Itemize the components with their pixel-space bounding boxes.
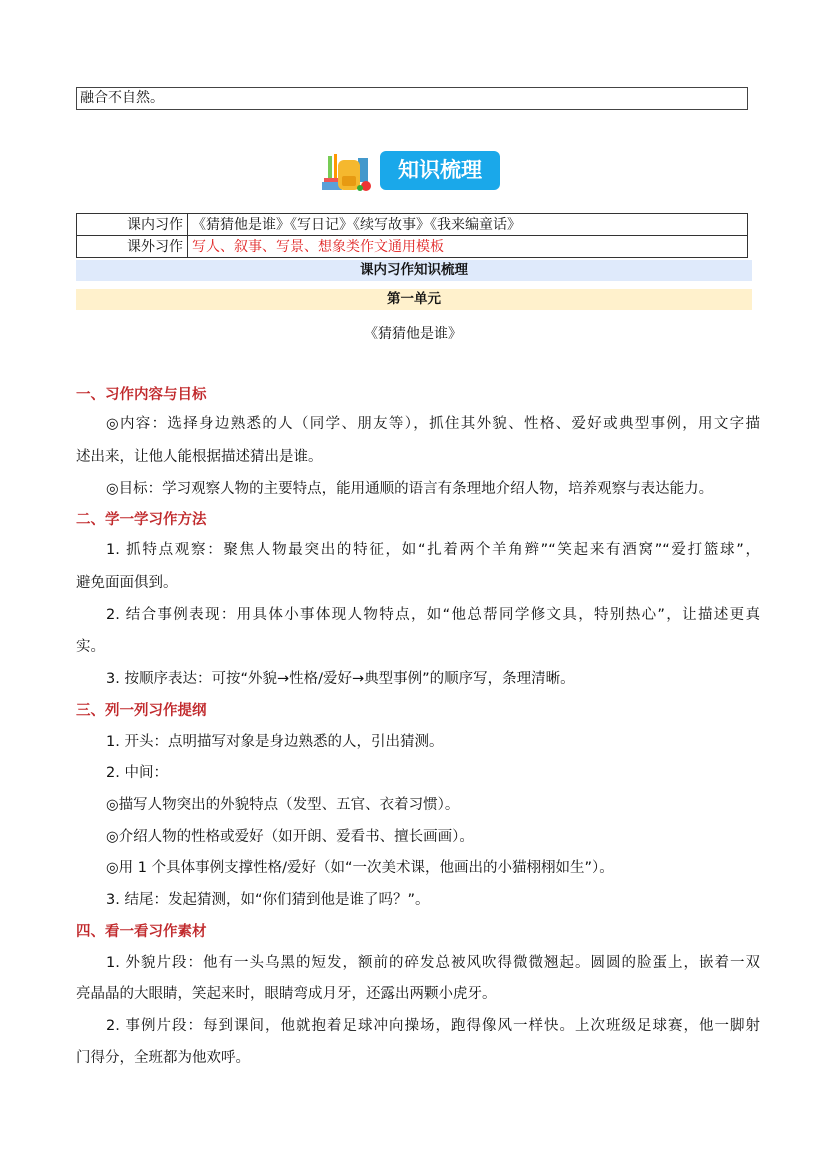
- section-heading: 三、列一列习作提纲: [76, 703, 207, 719]
- row-label: 课内习作: [77, 214, 188, 236]
- writing-table: [76, 213, 748, 258]
- paragraph-line: 3. 按顺序表达：可按“外貌→性格/爱好→典型事例”的顺序写，条理清晰。: [106, 671, 575, 687]
- paragraph-line: 3. 结尾：发起猜测，如“你们猜到他是谁了吗？”。: [106, 892, 430, 908]
- paragraph-line: 1. 抓特点观察：聚焦人物最突出的特征，如“扎着两个羊角辫”“笑起来有酒窝”“爱打篮球”，: [106, 542, 760, 558]
- paragraph-line: 1. 开头：点明描写对象是身边熟悉的人，引出猜测。: [106, 734, 444, 750]
- paragraph-line: 亮晶晶的大眼睛，笑起来时，眼睛弯成月牙，还露出两颗小虎牙。: [76, 986, 497, 1002]
- previous-table-cell: [76, 87, 748, 110]
- row-label: 课外习作: [77, 236, 188, 258]
- paragraph-line: ◎介绍人物的性格或爱好（如开朗、爱看书、擅长画画）。: [106, 829, 474, 845]
- section-heading: 二、学一学习作方法: [76, 512, 207, 528]
- paragraph-line: 实。: [76, 639, 105, 655]
- row-value: 《猜猜他是谁》《写日记》《续写故事》《我来编童话》: [188, 214, 748, 236]
- paragraph-line: 2. 结合事例表现：用具体小事体现人物特点，如“他总帮同学修文具，特别热心”，让描述更真: [106, 607, 760, 623]
- paragraph-line: ◎内容：选择身边熟悉的人（同学、朋友等），抓住其外貌、性格、爱好或典型事例，用文字描: [106, 416, 760, 432]
- paragraph-line: 述出来，让他人能根据描述猜出是谁。: [76, 449, 323, 465]
- section-bar: 课内习作知识梳理: [76, 260, 752, 281]
- row-value: 写人、叙事、写景、想象类作文通用模板: [188, 236, 748, 258]
- knowledge-banner: 知识梳理: [380, 151, 500, 190]
- table-row: [77, 236, 748, 258]
- paragraph-line: ◎目标：学习观察人物的主要特点，能用通顺的语言有条理地介绍人物，培养观察与表达能力。: [106, 481, 714, 497]
- paragraph-line: ◎描写人物突出的外貌特点（发型、五官、衣着习惯）。: [106, 797, 460, 813]
- paragraph-line: 避免面面俱到。: [76, 575, 178, 591]
- paragraph-line: ◎用 1 个具体事例支撑性格/爱好（如“一次美术课，他画出的小猫栩栩如生”）。: [106, 860, 614, 876]
- paragraph-line: 2. 中间：: [106, 765, 168, 781]
- cell-text: 融合不自然。: [80, 90, 164, 106]
- essay-title: 《猜猜他是谁》: [364, 326, 462, 342]
- table-row: [77, 214, 748, 236]
- unit-bar: 第一单元: [76, 289, 752, 310]
- section-heading: 一、习作内容与目标: [76, 387, 207, 403]
- paragraph-line: 2. 事例片段：每到课间，他就抱着足球冲向操场，跑得像风一样快。上次班级足球赛，他一脚射: [106, 1018, 760, 1034]
- paragraph-line: 1. 外貌片段：他有一头乌黑的短发，额前的碎发总被风吹得微微翘起。圆圆的脸蛋上，嵌着一双: [106, 955, 760, 971]
- paragraph-line: 门得分，全班都为他欢呼。: [76, 1050, 250, 1066]
- section-heading: 四、看一看习作素材: [76, 924, 207, 940]
- school-backpack-icon: [320, 152, 376, 192]
